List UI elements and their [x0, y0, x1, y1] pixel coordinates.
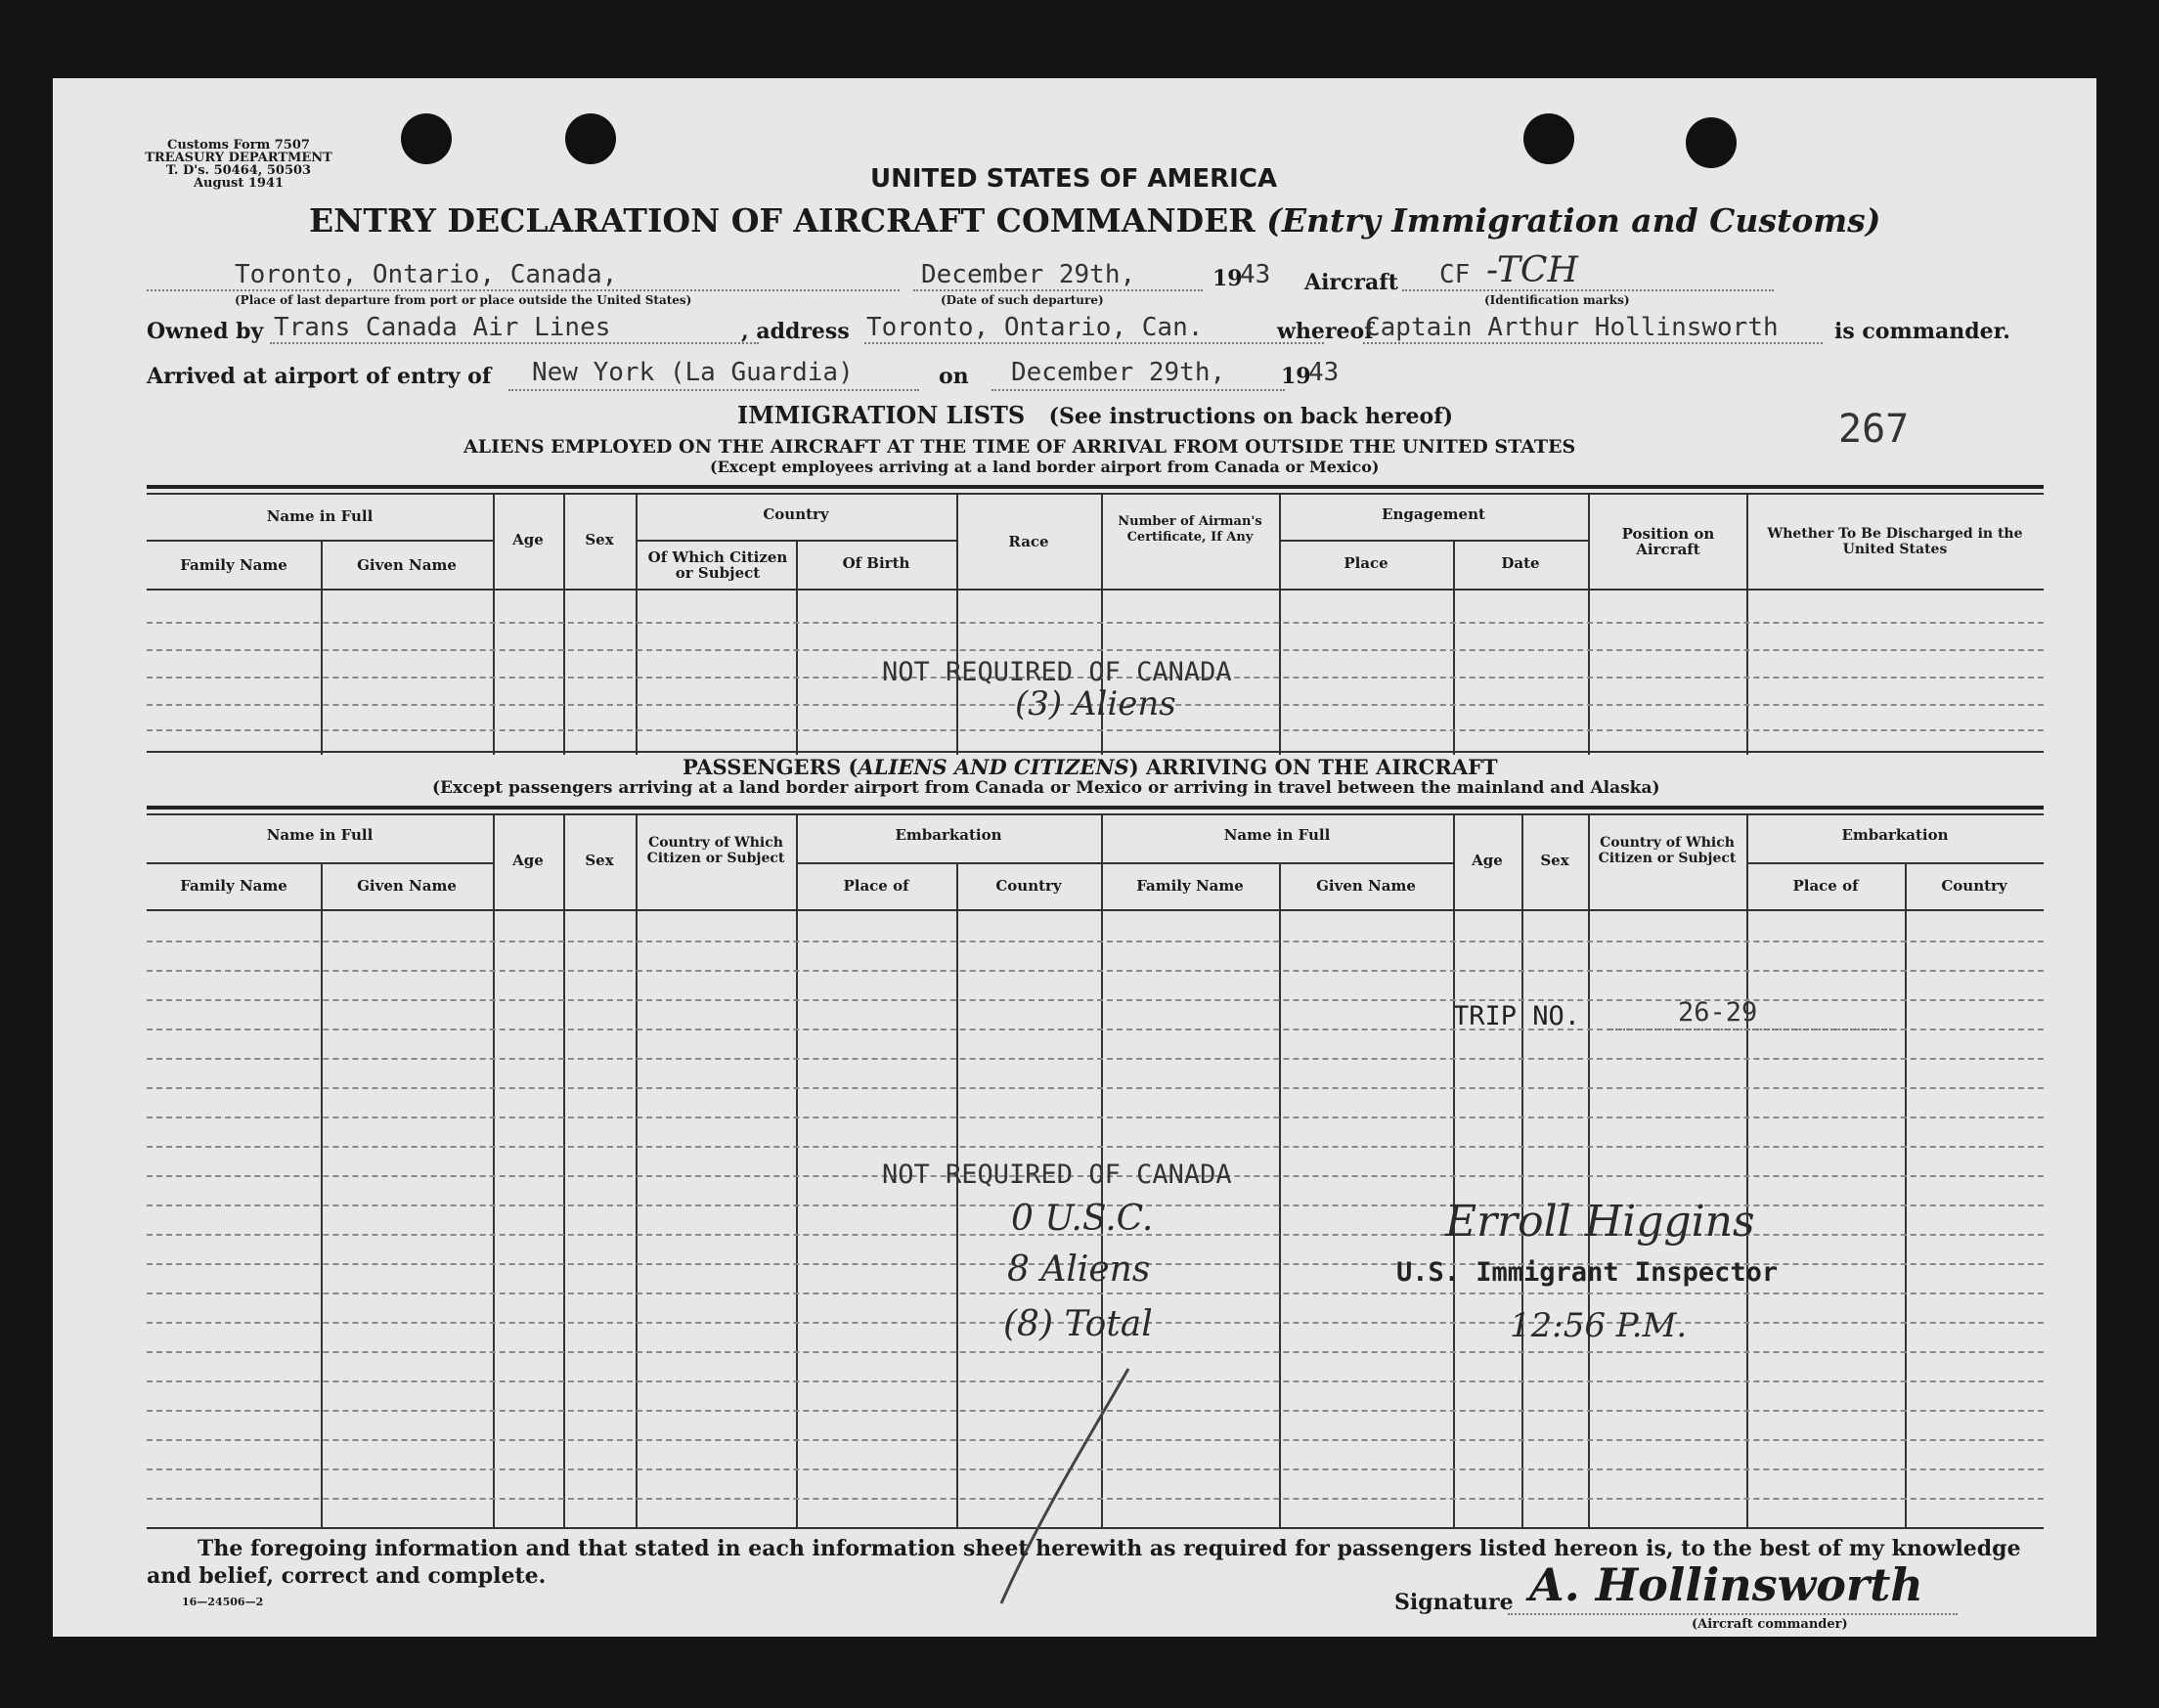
table-row [147, 1146, 2044, 1148]
immigration-title: IMMIGRATION LISTS [737, 401, 1026, 429]
handwritten-line-3: (8) Total [1003, 1304, 1153, 1344]
table-row [147, 622, 2044, 624]
col-place: Place [1344, 554, 1388, 572]
form-number: Customs Form 7507 [167, 138, 310, 153]
table-row [147, 999, 2044, 1001]
aircraft-mark-handwritten: -TCH [1486, 250, 1578, 290]
pcol-country-citizen-2: Country of Which Citizen or Subject [1598, 835, 1737, 866]
table-row [147, 1117, 2044, 1118]
pcol-place-of-2: Place of [1792, 877, 1859, 895]
passengers-heading [683, 755, 1498, 779]
document-number: 267 [1838, 407, 1910, 452]
col-engagement: Engagement [1382, 505, 1485, 523]
passengers-heading-a: PASSENGERS ( [683, 755, 859, 779]
immigration-note: (See instructions on back hereof) [1048, 404, 1454, 429]
inspector-signature: Erroll Higgins [1445, 1197, 1755, 1247]
pcol-age-2: Age [1472, 852, 1503, 869]
arrival-year-prefix: 19 [1281, 364, 1311, 389]
pcol-age: Age [512, 852, 544, 869]
table-row [147, 970, 2044, 972]
punch-hole [1523, 113, 1574, 164]
col-name-in-full: Name in Full [266, 507, 374, 525]
table-row [147, 649, 2044, 651]
address-label: , address [741, 319, 850, 344]
year-prefix: 19 [1212, 266, 1243, 291]
punch-hole [1686, 117, 1737, 168]
pcol-family-name: Family Name [180, 877, 287, 895]
whereof-label: whereof [1277, 319, 1374, 344]
aliens-subheading: (Except employees arriving at a land border airport from Canada or Mexico) [710, 458, 1380, 476]
col-airman-cert: Number of Airman's Certificate, If Any [1118, 514, 1262, 545]
pcol-sex: Sex [585, 852, 614, 869]
pcol-country-citizen: Country of Which Citizen or Subject [646, 835, 785, 866]
signature-caption: (Aircraft commander) [1692, 1617, 1848, 1632]
pcol-name-in-full-2: Name in Full [1223, 826, 1331, 844]
table-row [147, 1292, 2044, 1294]
handwritten-line-1: 0 U.S.C. [1011, 1199, 1154, 1239]
col-position: Position on Aircraft [1621, 525, 1715, 558]
aliens-handwritten-note: (3) Aliens [1015, 684, 1176, 723]
certification-text: The foregoing information and that stated in each information sheet herewith as required for passengers listed hereon is, to the best of my knowledge and belief, correct and complete. [147, 1536, 2021, 1589]
trip-number: 26-29 [1678, 997, 1758, 1028]
signature-label: Signature [1394, 1590, 1514, 1615]
departure-date: December 29th, [921, 260, 1136, 289]
trip-label: TRIP NO. [1453, 1001, 1581, 1031]
col-of-birth: Of Birth [842, 554, 910, 572]
arrival-date: December 29th, [1011, 358, 1226, 387]
table-row [147, 1058, 2044, 1060]
immigration-heading [737, 401, 1453, 429]
departure-year: 43 [1240, 260, 1271, 289]
pcol-family-name-2: Family Name [1136, 877, 1244, 895]
punch-hole [565, 113, 616, 164]
arrival-year: 43 [1308, 358, 1340, 387]
pcol-given-name-2: Given Name [1316, 877, 1416, 895]
arrived-label: Arrived at airport of entry of [147, 364, 492, 389]
passengers-subheading: (Except passengers arriving at a land border airport from Canada or Mexico or arriving in travel between the mainland and Alaska) [432, 778, 1660, 798]
col-of-which-citizen: Of Which Citizen or Subject [647, 548, 788, 582]
pcol-name-in-full: Name in Full [266, 826, 374, 844]
table-row [147, 729, 2044, 731]
address: Toronto, Ontario, Can. [866, 313, 1204, 342]
country-title: UNITED STATES OF AMERICA [870, 164, 1278, 194]
punch-hole [401, 113, 452, 164]
commander: Captain Arthur Hollinsworth [1365, 313, 1779, 342]
departure-place-caption: (Place of last departure from port or place outside the United States) [235, 293, 692, 307]
col-given-name: Given Name [357, 556, 457, 574]
form-title-paren: (Entry Immigration and Customs) [1266, 201, 1881, 240]
aircraft-caption: (Identification marks) [1484, 293, 1630, 307]
inspector-title: U.S. Immigrant Inspector [1396, 1257, 1779, 1288]
col-country: Country [763, 505, 829, 523]
passengers-heading-b: ) ARRIVING ON THE AIRCRAFT [1128, 755, 1498, 779]
passengers-heading-italic: ALIENS AND CITIZENS [858, 755, 1129, 779]
pcol-embarkation: Embarkation [895, 826, 1002, 844]
handwritten-line-2: 8 Aliens [1007, 1249, 1151, 1290]
departure-place: Toronto, Ontario, Canada, [235, 260, 618, 289]
pcol-place-of: Place of [843, 877, 909, 895]
form-id-block [131, 139, 346, 190]
form-date: August 1941 [193, 176, 285, 191]
col-sex: Sex [585, 531, 614, 548]
aliens-heading: ALIENS EMPLOYED ON THE AIRCRAFT AT THE TIME OF ARRIVAL FROM OUTSIDE THE UNITED STATES [463, 436, 1576, 458]
col-discharged: Whether To Be Discharged in the United States [1767, 526, 2023, 557]
aliens-stamp: NOT REQUIRED OF CANADA [882, 657, 1232, 687]
form-title [309, 201, 1880, 240]
inspector-time: 12:56 P.M. [1510, 1306, 1688, 1345]
commander-signature: A. Hollinsworth [1529, 1558, 1923, 1611]
aircraft-label: Aircraft [1304, 270, 1398, 295]
pcol-embarkation-2: Embarkation [1841, 826, 1949, 844]
col-race: Race [1008, 533, 1049, 550]
form-title-main: ENTRY DECLARATION OF AIRCRAFT COMMANDER [309, 201, 1256, 240]
is-commander-label: is commander. [1834, 319, 2010, 344]
col-age: Age [512, 531, 544, 548]
departure-date-caption: (Date of such departure) [941, 293, 1104, 307]
on-label: on [939, 364, 969, 389]
col-family-name: Family Name [180, 556, 287, 574]
department: TREASURY DEPARTMENT [145, 151, 332, 165]
pcol-country: Country [995, 877, 1062, 895]
passengers-stamp: NOT REQUIRED OF CANADA [882, 1160, 1232, 1190]
airport: New York (La Guardia) [532, 358, 854, 387]
pcol-country-2: Country [1941, 877, 2007, 895]
table-row [147, 941, 2044, 942]
aircraft-mark-typed: CF [1439, 260, 1471, 289]
col-date: Date [1501, 554, 1540, 572]
form-sheet [53, 78, 2096, 1637]
owned-by-label: Owned by [147, 319, 264, 344]
td-numbers: T. D's. 50464, 50503 [165, 163, 312, 178]
print-code: 16—24506—2 [182, 1596, 264, 1608]
owner: Trans Canada Air Lines [274, 313, 611, 342]
pcol-sex-2: Sex [1540, 852, 1569, 869]
pcol-given-name: Given Name [357, 877, 457, 895]
table-row [147, 1087, 2044, 1089]
